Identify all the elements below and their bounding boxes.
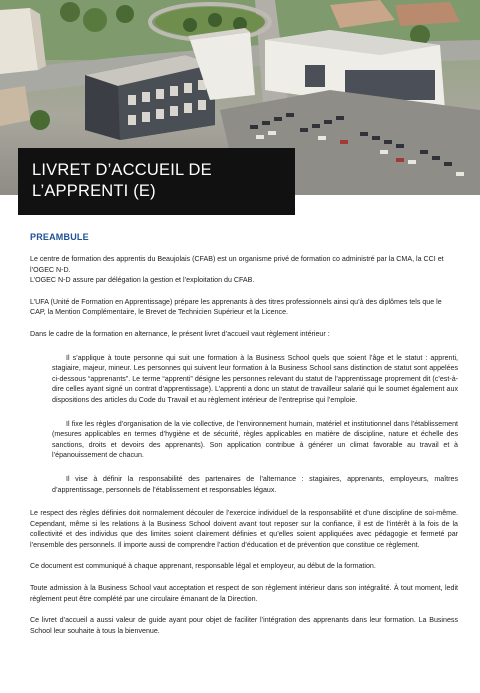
paragraph-livret-vaut-reglement: Dans le cadre de la formation en alternance, le présent livret d’accueil vaut règlement intérieur : xyxy=(30,329,330,338)
paragraph-admission-acceptance: Toute admission à la Business School vaut acceptation et respect de son règlement intérieur dans son intégralité. À tout moment, ledit règlement peut être complété par une circulaire émanant de la Direction. xyxy=(30,584,458,603)
paragraph-ufa: L’UFA (Unité de Formation en Apprentissage) prépare les apprenants à des titres professionnels ainsi qu’à des diplômes tels que le CAP, la Mention Complémentaire, le Brevet de Technicien Supérieur et la Licence. xyxy=(30,297,442,317)
paragraph-application-scope: Il s’applique à toute personne qui suit une formation à la Business School quels que soient l’âge et le statut : apprenti, stagiaire, majeur, mineur. Les personnes qui suivent leur formation à la Business School sans distinction de statut sont appelées ci-dessous “apprenants”. Le terme “apprenti” désigne les personnes relevant du statut de l’apprentissage proprement dit (c’est-à-dire celles ayant signé un contrat d’apprentissage). L’apprenti a donc un statut de travailleur salarié qui le soumet également aux dispositions des articles du Code du Travail et au règlement intérieur de l’entreprise qui l’emploie. xyxy=(52,353,458,404)
cover-title-line-1: LIVRET D’ACCUEIL DE xyxy=(32,161,212,179)
document-body xyxy=(30,232,458,636)
paragraph-cfab-intro: Le centre de formation des apprentis du Beaujolais (CFAB) est un organisme privé de formation co administré par la CMA, la CCI et l’OGEC N-D. xyxy=(30,255,444,274)
paragraph-partner-responsibility: Il vise à définir la responsabilité des partenaires de l’alternance : stagiaires, apprenants, employeurs, maîtres d’apprentissage, personnels de l’établissement et responsables légaux. xyxy=(52,474,458,494)
paragraph-ogec-delegation: L’OGEC N-D assure par délégation la gestion et l’exploitation du CFAB. xyxy=(30,276,255,285)
paragraph-document-communicated: Ce document est communiqué à chaque apprenant, responsable légal et employeur, au début de la formation. xyxy=(30,562,376,571)
paragraph-rules-collective-life: Il fixe les règles d’organisation de la vie collective, de l’environnement humain, matériel et institutionnel dans l’établissement (mesures applicables en termes d’hygiène et de sécurité, règles applicables en matière de discipline, nature et échelle des sanctions, droits et devoirs des apprenants). Son application contribue à générer un climat favorable au travail et à l’épanouissement de chacun. xyxy=(52,419,458,460)
paragraph-respect-rules: Le respect des règles définies doit normalement découler de l’exercice individuel de la responsabilité et d’une discipline de soi-même. Cependant, même si les relations à la Business School doivent avant tout reposer sur la confiance, il est de l’intérêt à la fois de la collectivité et des individus que des limites soient clairement définies et qu’elles soient appliquées avec pédagogie et fermeté par l’ensemble des personnels. Il importe aussi de comprendre l’action d’éducation et de prévention que constitue ce règlement. xyxy=(30,509,458,549)
section-heading-preambule: PREAMBULE xyxy=(30,232,89,242)
paragraph-welcome: Ce livret d’accueil a aussi valeur de guide ayant pour objet de faciliter l’intégration des apprenants dans leur formation. La Business School leur souhaite à tous la bienvenue. xyxy=(30,616,458,635)
cover-title-line-2: L’APPRENTI (E) xyxy=(32,182,156,200)
cover-title-box xyxy=(18,148,295,215)
